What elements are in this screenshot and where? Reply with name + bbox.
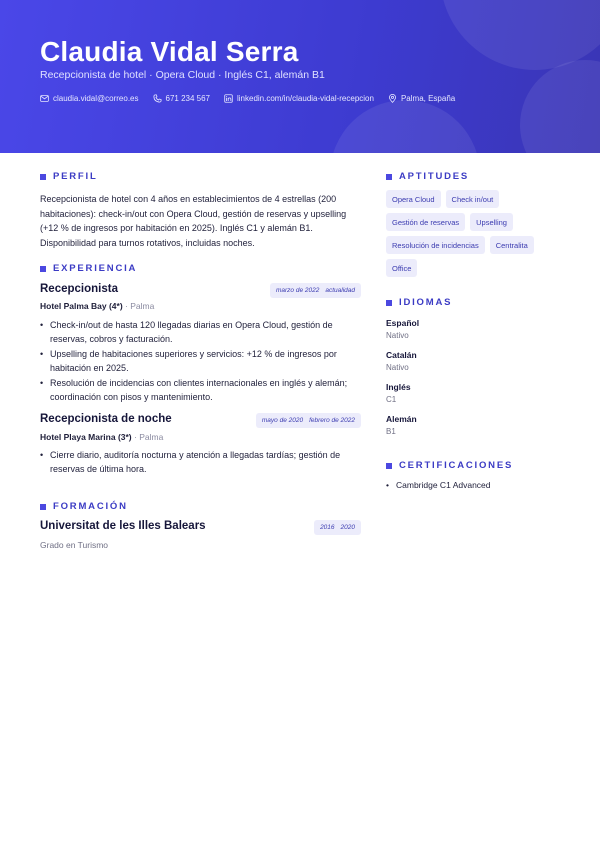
job-company: Hotel Palma Bay (4*) · Palma bbox=[40, 301, 155, 311]
section-title: PERFIL bbox=[53, 171, 98, 182]
section-marker bbox=[40, 504, 46, 510]
contact-email-text: claudia.vidal@correo.es bbox=[53, 94, 139, 103]
date-end: 2020 bbox=[340, 524, 355, 531]
contact-linkedin[interactable] bbox=[224, 94, 374, 103]
section-marker bbox=[40, 174, 46, 180]
section-heading-certifications bbox=[386, 460, 513, 471]
list-item: • Check-in/out de hasta 120 llegadas diarias en Opera Cloud, gestión de reservas, cobros y facturación. bbox=[40, 318, 365, 346]
certification-item: • Cambridge C1 Advanced bbox=[386, 480, 491, 490]
section-marker bbox=[386, 463, 392, 469]
section-title: APTITUDES bbox=[399, 171, 470, 182]
section-title: CERTIFICACIONES bbox=[399, 460, 514, 471]
skill-chip: Centralita bbox=[490, 236, 534, 254]
education-school: Universitat de les Illes Balears bbox=[40, 520, 206, 532]
date-start: 2016 bbox=[320, 524, 335, 531]
job-bullets bbox=[40, 318, 365, 405]
phone-icon bbox=[153, 94, 162, 103]
profile-summary: Recepcionista de hotel con 4 años en establecimientos de 4 estrellas (200 habitaciones): check-in/out con Opera Cloud, gestión de reservas y upselling (+12 % de ingresos por habitación en 2025). Inglés C1 y alemán B1. Disponibilidad para turnos rotativos, incluidas noches. bbox=[40, 194, 347, 248]
language-item bbox=[386, 350, 417, 372]
date-start: mayo de 2020 bbox=[261, 417, 304, 424]
mail-icon bbox=[40, 94, 49, 103]
language-level: C1 bbox=[386, 395, 397, 404]
language-level: B1 bbox=[386, 427, 396, 436]
job-bullets bbox=[40, 448, 365, 477]
location-icon bbox=[388, 94, 397, 103]
skill-chip: Opera Cloud bbox=[386, 190, 441, 208]
date-start: marzo de 2022 bbox=[275, 287, 320, 294]
company-location: Palma bbox=[130, 301, 155, 311]
contact-location-text: Palma, España bbox=[400, 94, 456, 103]
language-name: Catalán bbox=[386, 350, 417, 360]
section-heading-experience bbox=[40, 263, 137, 274]
list-item: • Resolución de incidencias con clientes internacionales en inglés y alemán; coordinación con pisos y mantenimiento. bbox=[40, 376, 365, 404]
section-title: IDIOMAS bbox=[399, 297, 453, 308]
section-title: FORMACIÓN bbox=[53, 501, 128, 512]
contact-phone[interactable] bbox=[153, 94, 211, 103]
job-date-range bbox=[256, 413, 361, 428]
job-title: Recepcionista bbox=[40, 283, 118, 295]
date-end: febrero de 2022 bbox=[309, 417, 355, 424]
contact-phone-text: 671 234 567 bbox=[165, 94, 210, 103]
section-marker bbox=[40, 266, 46, 272]
language-item bbox=[386, 382, 411, 404]
section-marker bbox=[386, 300, 392, 306]
section-marker bbox=[386, 174, 392, 180]
language-name: Español bbox=[386, 318, 420, 328]
section-heading-languages bbox=[386, 297, 452, 308]
language-item bbox=[386, 318, 419, 340]
language-name: Inglés bbox=[386, 382, 411, 392]
contact-location bbox=[388, 94, 455, 103]
section-heading-profile bbox=[40, 171, 98, 182]
language-name: Alemán bbox=[386, 414, 417, 424]
skill-chip: Resolución de incidencias bbox=[386, 236, 485, 254]
language-level: Nativo bbox=[386, 363, 409, 372]
skill-chip: Upselling bbox=[470, 213, 513, 231]
job-company: Hotel Playa Marina (3*) · Palma bbox=[40, 432, 164, 442]
decorative-circle bbox=[330, 100, 480, 153]
language-level: Nativo bbox=[386, 331, 409, 340]
skill-chip: Check in/out bbox=[446, 190, 500, 208]
resume-header bbox=[0, 0, 600, 153]
education-degree: Grado en Turismo bbox=[40, 540, 109, 550]
skill-chip: Office bbox=[386, 259, 417, 277]
section-title: EXPERIENCIA bbox=[53, 263, 138, 274]
candidate-subtitle: Recepcionista de hotel · Opera Cloud · Inglés C1, alemán B1 bbox=[40, 69, 325, 81]
list-item: • Cierre diario, auditoría nocturna y atención a llegadas tardías; gestión de reservas de última hora. bbox=[40, 448, 365, 476]
job-title: Recepcionista de noche bbox=[40, 413, 172, 425]
company-location: Palma bbox=[139, 432, 164, 442]
job-date-range bbox=[270, 283, 361, 298]
candidate-name: Claudia Vidal Serra bbox=[40, 36, 299, 67]
language-item bbox=[386, 414, 417, 436]
company-name: Hotel Playa Marina (3*) bbox=[40, 432, 132, 442]
linkedin-icon bbox=[224, 94, 233, 103]
contact-linkedin-text: linkedin.com/in/claudia-vidal-recepcion bbox=[237, 94, 374, 103]
company-name: Hotel Palma Bay (4*) bbox=[40, 301, 123, 311]
section-heading-education bbox=[40, 501, 128, 512]
contact-email[interactable] bbox=[40, 94, 139, 103]
decorative-circle bbox=[520, 60, 600, 153]
date-end: actualidad bbox=[325, 287, 355, 294]
education-date-range bbox=[314, 520, 361, 535]
skill-chip: Gestión de reservas bbox=[386, 213, 465, 231]
list-item: • Upselling de habitaciones superiores y servicios: +12 % de ingresos por habitación en 2025. bbox=[40, 347, 365, 375]
section-heading-skills bbox=[386, 171, 469, 182]
skills-list bbox=[386, 190, 546, 277]
contact-bar bbox=[40, 94, 455, 103]
